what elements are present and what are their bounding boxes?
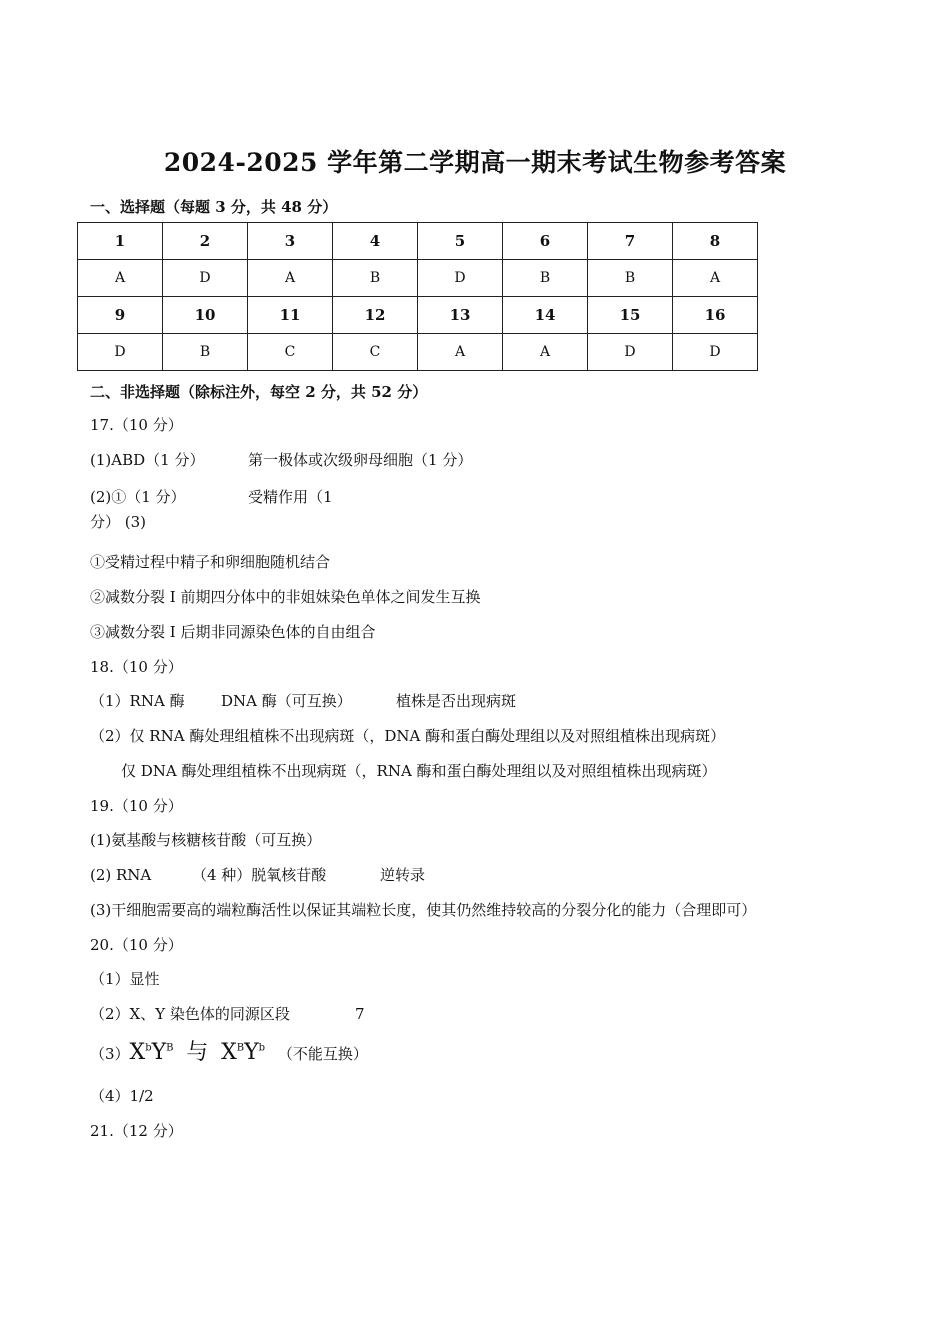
answer-cell: D [163,260,248,297]
q17-answer-2c: 分） (3) [90,513,147,531]
question-number-cell: 5 [418,223,503,260]
q18-answer-1: （1）RNA 酶 [90,692,185,710]
q17-answer-1: (1)ABD（1 分） [90,451,205,469]
q20-answer-3-prefix: （3） [90,1045,130,1063]
genotype-2: $X^BY^b$ [221,1040,266,1065]
q17-heading: 17.（10 分） [90,416,183,434]
section-nonchoice-heading: 二、非选择题（除标注外，每空 2 分，共 52 分） [90,383,428,401]
q20-answer-3-note: （不能互换） [277,1045,368,1063]
question-number-cell: 12 [333,297,418,334]
genotype-join: 与 [186,1040,209,1065]
answer-cell: D [78,334,163,371]
q21-heading: 21.（12 分） [90,1122,183,1140]
q20-answer-1: （1）显性 [90,970,160,988]
q19-answer-2b: （4 种）脱氧核苷酸 [192,866,327,884]
table-row-answers [78,260,758,297]
question-number-cell: 11 [248,297,333,334]
question-number-cell: 7 [588,223,673,260]
question-number-cell: 4 [333,223,418,260]
table-row-answers [78,334,758,371]
answer-cell: B [503,260,588,297]
q20-answer-2b: 7 [355,1005,365,1023]
page-title: 2024-2025 学年第二学期高一期末考试生物参考答案 [163,148,787,177]
question-number-cell: 2 [163,223,248,260]
question-number-cell: 16 [673,297,758,334]
q20-answer-4: （4）1/2 [90,1087,154,1105]
q19-answer-1: (1)氨基酸与核糖核苷酸（可互换） [90,831,322,849]
q18-answer-2b: 仅 DNA 酶处理组植株不出现病斑（，RNA 酶和蛋白酶处理组以及对照组植株出现病斑） [121,762,717,780]
q19-answer-2c: 逆转录 [380,866,426,884]
answer-table [77,222,758,371]
answer-cell: D [673,334,758,371]
q20-answer-3 [90,1040,368,1065]
question-number-cell: 14 [503,297,588,334]
answer-cell: D [588,334,673,371]
q17-answer-2b: 受精作用（1 [248,488,333,506]
q19-answer-3: (3)干细胞需要高的端粒酶活性以保证其端粒长度，使其仍然维持较高的分裂分化的能力（合理即可） [90,901,757,919]
answer-cell: A [503,334,588,371]
q20-answer-2: （2）X、Y 染色体的同源区段 [90,1005,290,1023]
q18-answer-2: （2）仅 RNA 酶处理组植株不出现病斑（，DNA 酶和蛋白酶处理组以及对照组植株出现病斑） [90,727,726,745]
q17-answer-1b: 第一极体或次级卵母细胞（1 分） [248,451,473,469]
q19-answer-2: (2) RNA [90,866,152,884]
answer-cell: B [588,260,673,297]
q18-answer-1c: 植株是否出现病斑 [396,692,517,710]
answer-cell: B [333,260,418,297]
q17-point-3: ③减数分裂 I 后期非同源染色体的自由组合 [90,623,376,641]
q17-point-1: ①受精过程中精子和卵细胞随机结合 [90,553,331,571]
genotype-1: $X^bY^B$ [129,1040,174,1065]
answer-cell: A [418,334,503,371]
question-number-cell: 8 [673,223,758,260]
question-number-cell: 3 [248,223,333,260]
answer-cell: C [248,334,333,371]
table-row-question-numbers [78,223,758,260]
question-number-cell: 1 [78,223,163,260]
q19-heading: 19.（10 分） [90,797,183,815]
question-number-cell: 9 [78,297,163,334]
question-number-cell: 10 [163,297,248,334]
table-row-question-numbers [78,297,758,334]
q18-heading: 18.（10 分） [90,658,183,676]
answer-cell: B [163,334,248,371]
q17-point-2: ②减数分裂 I 前期四分体中的非姐妹染色单体之间发生互换 [90,588,481,606]
q20-heading: 20.（10 分） [90,936,183,954]
question-number-cell: 6 [503,223,588,260]
q18-answer-1b: DNA 酶（可互换） [221,692,352,710]
question-number-cell: 13 [418,297,503,334]
q17-answer-2: (2)①（1 分） [90,488,186,506]
answer-cell: A [78,260,163,297]
answer-cell: D [418,260,503,297]
answer-cell: C [333,334,418,371]
answer-cell: A [673,260,758,297]
question-number-cell: 15 [588,297,673,334]
answer-cell: A [248,260,333,297]
section-choice-heading: 一、选择题（每题 3 分，共 48 分） [90,198,338,216]
